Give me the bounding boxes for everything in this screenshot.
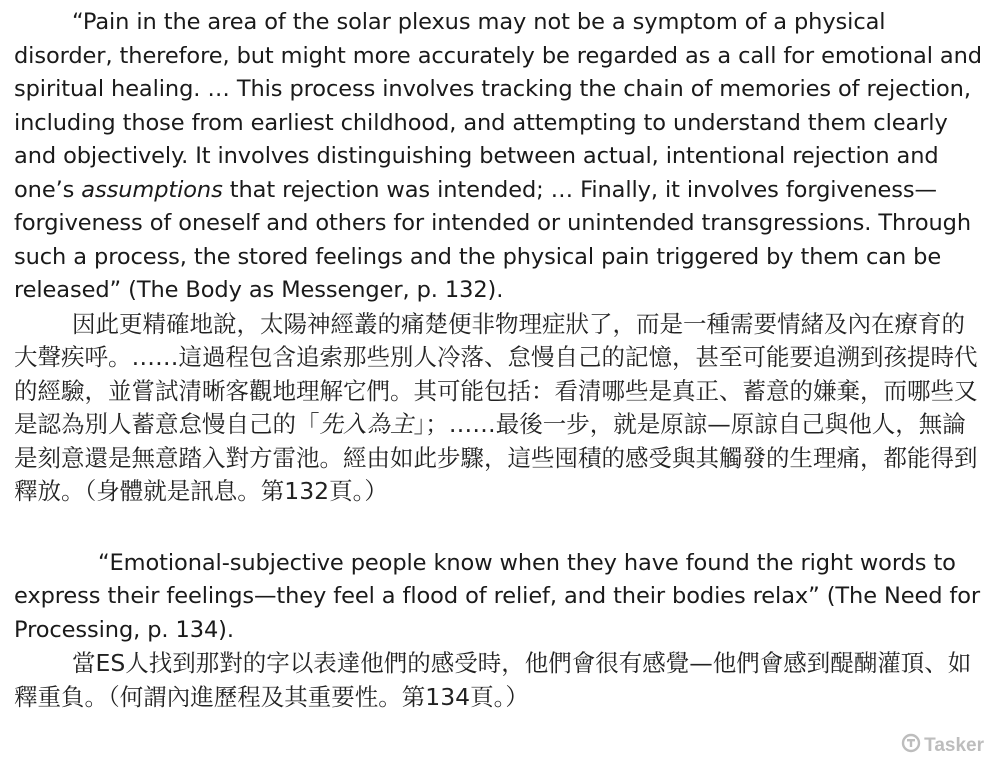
english-quote-2: “Emotional-subjective people know when they have found the right words to express their feelings—they feel a flood of relief, and their bodies relax” (The Need for Processing, p. 134).: [14, 549, 981, 643]
tasker-logo-icon: [901, 733, 921, 759]
translation-1-italic: 先入為主: [319, 410, 414, 438]
chinese-translation-1: [14, 308, 986, 509]
document-body: [14, 6, 986, 714]
chinese-translation-2: 當ES人找到那對的字以表達他們的感受時，他們會很有感覺—他們會感到醍醐灌頂、如釋重負。（何謂內進歷程及其重要性。第134頁。）: [14, 649, 972, 711]
watermark-text: Tasker: [924, 735, 984, 756]
translation-1-part-1: 因此更精確地說，太陽神經叢的痛楚便非物理症狀了，而是一種需要情緒及內在療育的大聲疾呼。……這過程包含追索那些別人冷落、怠慢自己的記憶，甚至可能要追溯到孩提時代的經驗，並嘗試清晰客觀地理解它們。其可能包括：看清哪些是真正、蓄意的嫌棄，而哪些又是認為別人蓄意怠慢自己的「: [14, 309, 978, 438]
translation-1-part-2: 」；……最後一步，就是原諒—原諒自己與他人，無論是刻意還是無意踏入對方雷池。經由如此步驟，這些囤積的感受與其觸發的生理痛，都能得到釋放。（身體就是訊息。第132頁。）: [14, 410, 978, 505]
english-quote-1: [14, 6, 986, 308]
quote-1-part-2: that rejection was intended; … Finally, it involves forgiveness—forgiveness of oneself and others for intended or unintended transgressions. Through such a process, the stored feelings and the physical pain triggered by them can be released” (The Body as Messenger, p. 132).: [14, 176, 972, 303]
paragraph-spacer: [14, 509, 986, 547]
quote-1-part-1: “Pain in the area of the solar plexus may not be a symptom of a physical disorder, therefore, but might more accurately be regarded as a call for emotional and spiritual healing. … This process involves tracking the chain of memories of rejection, including those from earliest childhood, and attempting to understand them clearly and objectively. It involves distinguishing between actual, intentional rejection and one’s: [14, 9, 982, 203]
watermark: [901, 733, 984, 759]
quote-1-italic: assumptions: [81, 176, 223, 203]
